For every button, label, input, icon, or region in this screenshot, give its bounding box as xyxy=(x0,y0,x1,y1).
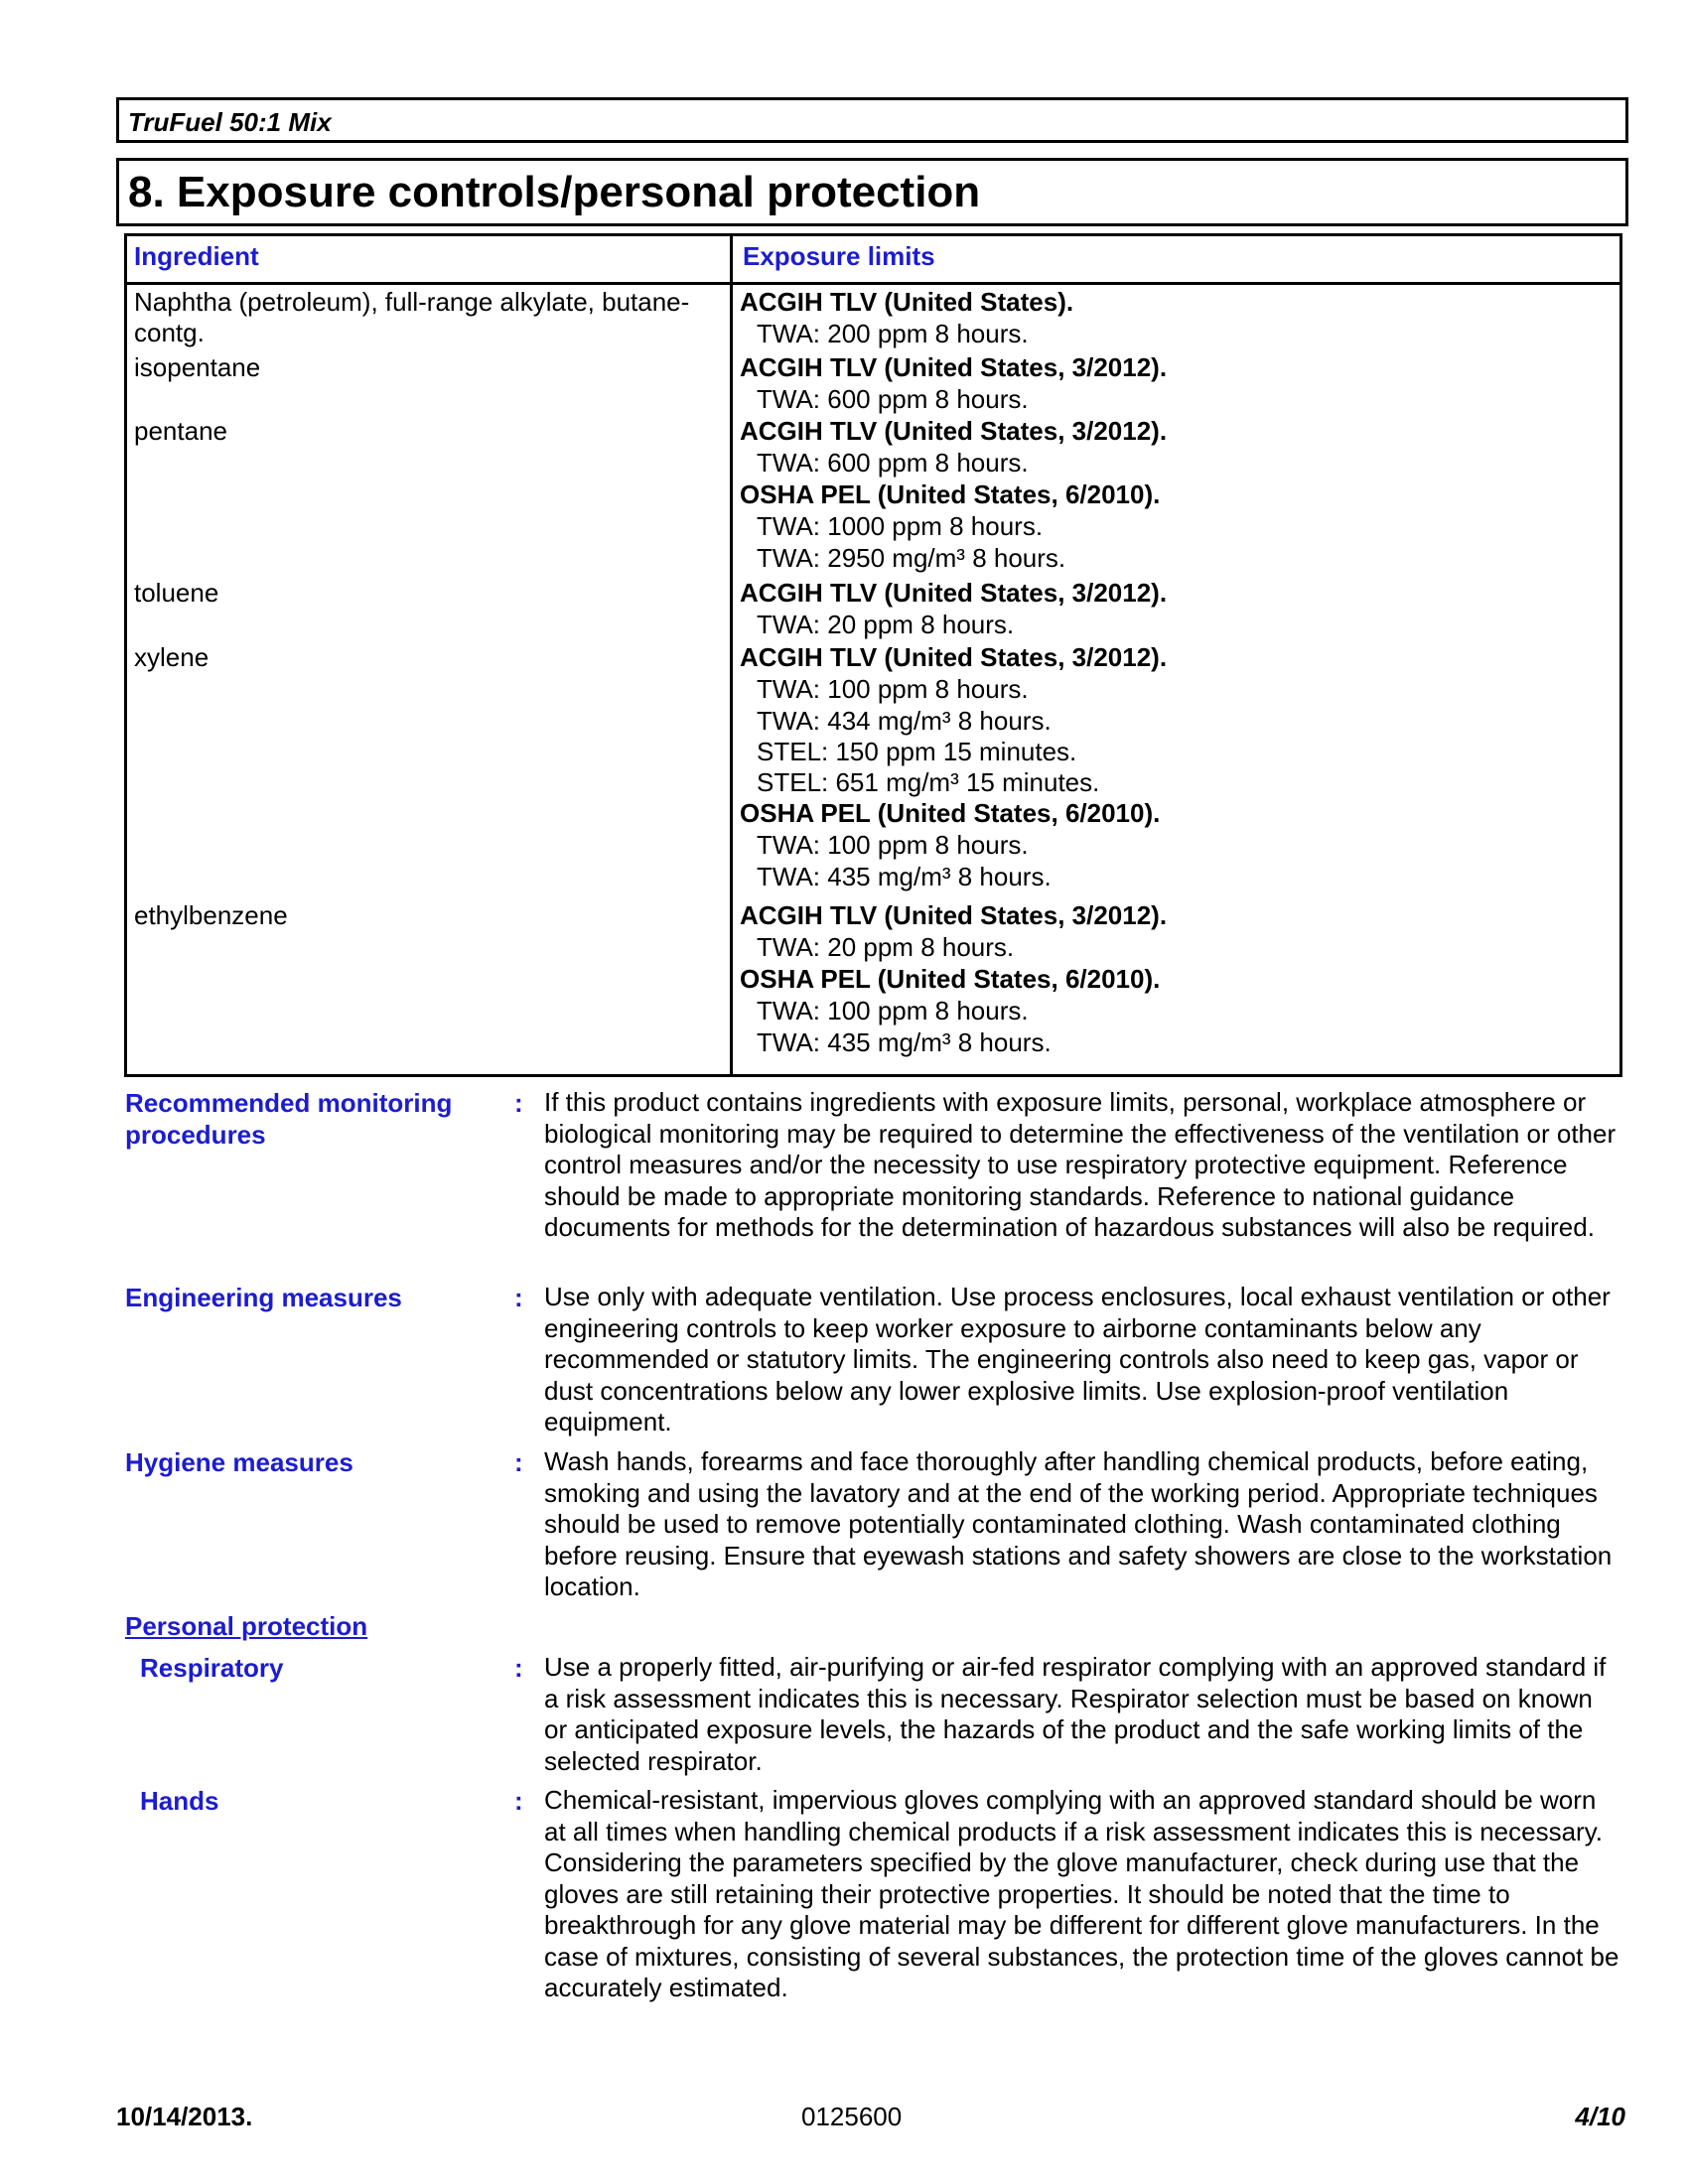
limit-standard: ACGIH TLV (United States). xyxy=(740,287,1074,317)
limit-value: TWA: 20 ppm 8 hours. xyxy=(757,932,1015,962)
exposure-limits-table xyxy=(124,233,1622,1077)
monitoring-label-cont: procedures xyxy=(125,1120,266,1150)
product-name: TruFuel 50:1 Mix xyxy=(128,107,332,137)
limit-standard: ACGIH TLV (United States, 3/2012). xyxy=(740,900,1168,930)
footer-page-number: 4/10 xyxy=(1575,2102,1625,2131)
engineering-text: Use only with adequate ventilation. Use process enclosures, local exhaust ventilation or other engineering controls to keep worker exposure to airborne contaminants below any recommended or statutory limits. The engineering controls also need to keep gas, vapor or dust concentrations below any lower explosive limits. Use explosion-proof ventilation equipment. xyxy=(544,1282,1611,1436)
limit-value: TWA: 100 ppm 8 hours. xyxy=(757,674,1029,704)
personal-protection-heading: Personal protection xyxy=(125,1611,368,1641)
label-colon: : xyxy=(514,1088,523,1118)
ingredient-name: xylene xyxy=(134,642,210,672)
column-header-exposure-limits: Exposure limits xyxy=(743,241,935,271)
limit-value: TWA: 1000 ppm 8 hours. xyxy=(757,511,1044,541)
label-colon: : xyxy=(514,1653,523,1683)
limit-value: TWA: 100 ppm 8 hours. xyxy=(757,830,1029,860)
ingredient-name: isopentane xyxy=(134,352,261,382)
engineering-label: Engineering measures xyxy=(125,1283,402,1312)
ingredient-name: pentane xyxy=(134,416,227,446)
limit-standard: ACGIH TLV (United States, 3/2012). xyxy=(740,352,1168,382)
column-divider xyxy=(730,236,733,1074)
footer-date: 10/14/2013. xyxy=(116,2102,253,2131)
header-divider xyxy=(127,282,1619,285)
limit-standard: ACGIH TLV (United States, 3/2012). xyxy=(740,416,1168,446)
hands-text: Chemical-resistant, impervious gloves complying with an approved standard should be worn at all times when handling chemical products if a risk assessment indicates this is necessary. Considering the parameters specified by the glove manufacturer, check during use that the gloves are still retaining their protective properties. It should be noted that the time to breakthrough for any glove material may be different for different glove manufacturers. In the case of mixtures, consisting of several substances, the protection time of the gloves cannot be accurately estimated. xyxy=(544,1785,1619,2002)
product-header xyxy=(116,97,1628,143)
limit-value: TWA: 200 ppm 8 hours. xyxy=(757,319,1029,348)
monitoring-text: If this product contains ingredients with exposure limits, personal, workplace atmosphere or biological monitoring may be required to determine the effectiveness of the ventilation or other control measures and/or the necessity to use respiratory protective equipment. Reference should be made to appropriate monitoring standards. Reference to national guidance documents for methods for the determination of hazardous substances will also be required. xyxy=(544,1087,1617,1242)
limit-standard: OSHA PEL (United States, 6/2010). xyxy=(740,964,1161,994)
limit-value: TWA: 600 ppm 8 hours. xyxy=(757,448,1029,478)
ingredient-name: Naphtha (petroleum), full-range alkylate, butane- xyxy=(134,287,690,317)
label-colon: : xyxy=(514,1447,523,1477)
limit-value: STEL: 651 mg/m³ 15 minutes. xyxy=(757,767,1100,797)
hands-label: Hands xyxy=(140,1786,219,1816)
footer-code: 0125600 xyxy=(801,2102,903,2131)
limit-standard: OSHA PEL (United States, 6/2010). xyxy=(740,479,1161,509)
limit-value: TWA: 435 mg/m³ 8 hours. xyxy=(757,1027,1052,1057)
limit-standard: ACGIH TLV (United States, 3/2012). xyxy=(740,578,1168,608)
monitoring-label: Recommended monitoring xyxy=(125,1088,453,1118)
limit-value: TWA: 434 mg/m³ 8 hours. xyxy=(757,706,1052,736)
limit-value: TWA: 435 mg/m³ 8 hours. xyxy=(757,862,1052,891)
limit-value: TWA: 600 ppm 8 hours. xyxy=(757,384,1029,414)
limit-standard: ACGIH TLV (United States, 3/2012). xyxy=(740,642,1168,672)
hygiene-label: Hygiene measures xyxy=(125,1447,353,1477)
column-header-ingredient: Ingredient xyxy=(134,241,259,271)
respiratory-label: Respiratory xyxy=(140,1653,284,1683)
label-colon: : xyxy=(514,1283,523,1312)
ingredient-name: toluene xyxy=(134,578,219,608)
label-colon: : xyxy=(514,1786,523,1816)
section-title: 8. Exposure controls/personal protection xyxy=(128,168,981,216)
limit-value: TWA: 100 ppm 8 hours. xyxy=(757,996,1029,1025)
ingredient-name-cont: contg. xyxy=(134,318,205,347)
limit-value: TWA: 20 ppm 8 hours. xyxy=(757,610,1015,639)
limit-standard: OSHA PEL (United States, 6/2010). xyxy=(740,798,1161,828)
hygiene-text: Wash hands, forearms and face thoroughly after handling chemical products, before eating, smoking and using the lavatory and at the end of the working period. Appropriate techniques should be used to remove potentially contaminated clothing. Wash contaminated clothing before reusing. Ensure that eyewash stations and safety showers are close to the workstation location. xyxy=(544,1446,1613,1601)
section-header xyxy=(116,158,1628,226)
respiratory-text: Use a properly fitted, air-purifying or air-fed respirator complying with an approved standard if a risk assessment indicates this is necessary. Respirator selection must be based on known or anticipated exposure levels, the hazards of the product and the safe working limits of the selected respirator. xyxy=(544,1652,1607,1776)
limit-value: TWA: 2950 mg/m³ 8 hours. xyxy=(757,543,1066,573)
limit-value: STEL: 150 ppm 15 minutes. xyxy=(757,737,1077,766)
ingredient-name: ethylbenzene xyxy=(134,900,288,930)
